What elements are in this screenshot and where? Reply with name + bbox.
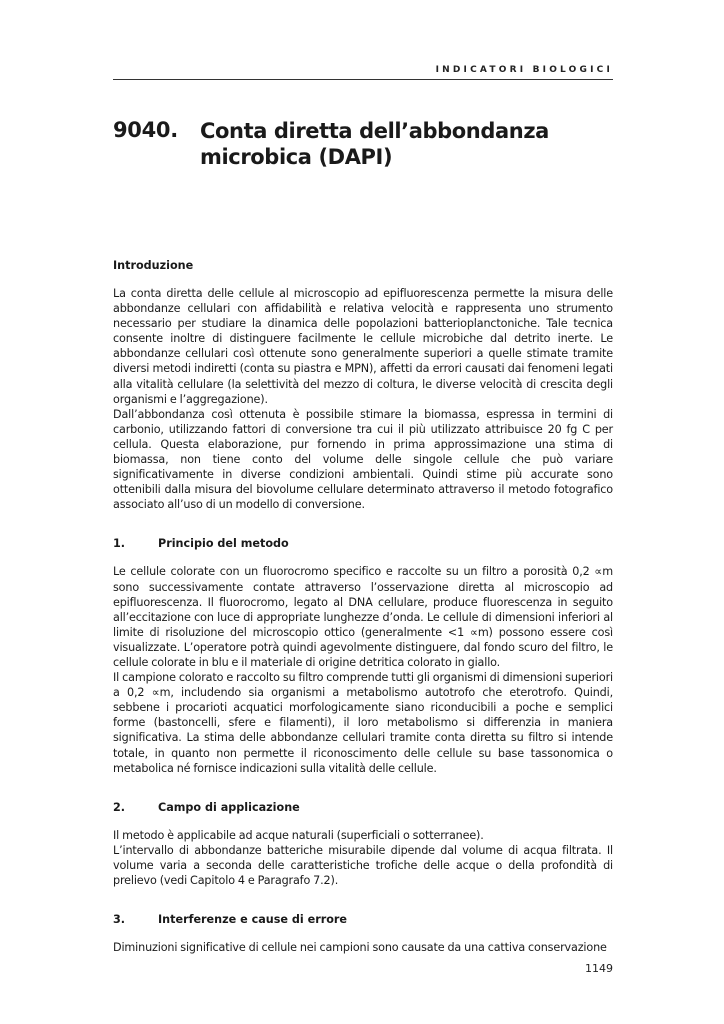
section-heading-label: Principio del metodo: [158, 537, 289, 551]
section-heading-interferenze: [113, 912, 613, 927]
paragraph: Dall’abbondanza così ottenuta è possibile stimare la biomassa, espressa in termini di carbonio, utilizzando fattori di conversione tra cui il più utilizzato attribuisce 20 fg C per cellula. Questa elaborazione, pur fornendo in prima approssimazione una stima di biomassa, non tiene conto del volume delle singole cellule che può variare significativamente in diverse condizioni ambientali. Quindi stime più accurate sono ottenibili dalla misura del biovolume cellulare determinato attraverso il metodo fotografico associato all’uso di un modello di conversione.: [113, 407, 613, 512]
document-body: [113, 258, 613, 955]
section-heading-introduzione: [113, 258, 613, 273]
paragraph: Il metodo è applicabile ad acque naturali (superficiali o sotterranee).: [113, 828, 484, 842]
section-number: 1.: [113, 537, 126, 551]
chapter-number: 9040.: [113, 118, 178, 142]
section-heading-campo: [113, 800, 613, 815]
section-heading-principio: [113, 536, 613, 551]
paragraph: Diminuzioni significative di cellule nei campioni sono causate da una cattiva conservazione: [113, 941, 607, 955]
page-number: 1149: [585, 962, 613, 975]
section-heading-label: Interferenze e cause di errore: [158, 913, 348, 927]
section-heading-label: Campo di applicazione: [158, 800, 300, 814]
section-number: 3.: [113, 913, 126, 927]
paragraph: L’intervallo di abbondanze batteriche misurabile dipende dal volume di acqua filtrata. Il volume varia a seconda delle caratteristiche trofiche delle acque o della profondità di prelievo (vedi Capitolo 4 e Paragrafo 7.2).: [113, 843, 613, 887]
chapter-title: Conta diretta dell’abbondanza microbica (DAPI): [200, 119, 549, 169]
paragraph: Le cellule colorate con un fluorocromo specifico e raccolte su un filtro a porosità 0,2 ∝m sono successivamente contate attraverso l’osservazione diretta al microscopio ad epifluorescenza. Il fluorocromo, legato al DNA cellulare, produce fluorescenza in seguito all’eccitazione con luce di appropriate lunghezze d’onda. Le cellule di dimensioni inferiori al limite di risoluzione del microscopio ottico (generalmente <1 ∝m) possono essere così visualizzate. L’operatore potrà quindi agevolmente distinguere, dal fondo scuro del filtro, le cellule colorate in blu e il materiale di origine detritica colorato in giallo.: [113, 565, 613, 669]
running-header: INDICATORI BIOLOGICI: [435, 65, 613, 75]
paragraph: Il campione colorato e raccolto su filtro comprende tutti gli organismi di dimensioni superiori a 0,2 ∝m, includendo sia organismi a metabolismo autotrofo che eterotrofo. Quindi, sebbene i procarioti acquatici morfologicamente siano riconducibili a poche e semplici forme (bastoncelli, sfere e filamenti), il loro metabolismo si differenzia in maniera significativa. La stima delle abbondanze cellulari tramite conta diretta su filtro si intende totale, in quanto non permette il riconoscimento delle cellule su base tassonomica o metabolica né fornisce indicazioni sulla vitalità delle cellule.: [113, 671, 613, 775]
section-heading-label: Introduzione: [113, 259, 194, 272]
section-number: 2.: [113, 800, 126, 814]
header-rule: [113, 79, 613, 80]
paragraph: La conta diretta delle cellule al microscopio ad epifluorescenza permette la misura delle abbondanze cellulari con affidabilità e relativa velocità e rappresenta uno strumento necessario per studiare la dinamica delle popolazioni batterioplanctoniche. Tale tecnica consente inoltre di distinguere facilmente le cellule microbiche dal detrito inerte. Le abbondanze cellulari così ottenute sono generalmente superiori a quelle stimate tramite diversi metodi indiretti (conta su piastra e MPN), affetti da errori causati dai fenomeni legati alla vitalità cellulare (la selettività del mezzo di coltura, le diverse velocità di crescita degli organismi e l’aggregazione).: [113, 287, 613, 406]
